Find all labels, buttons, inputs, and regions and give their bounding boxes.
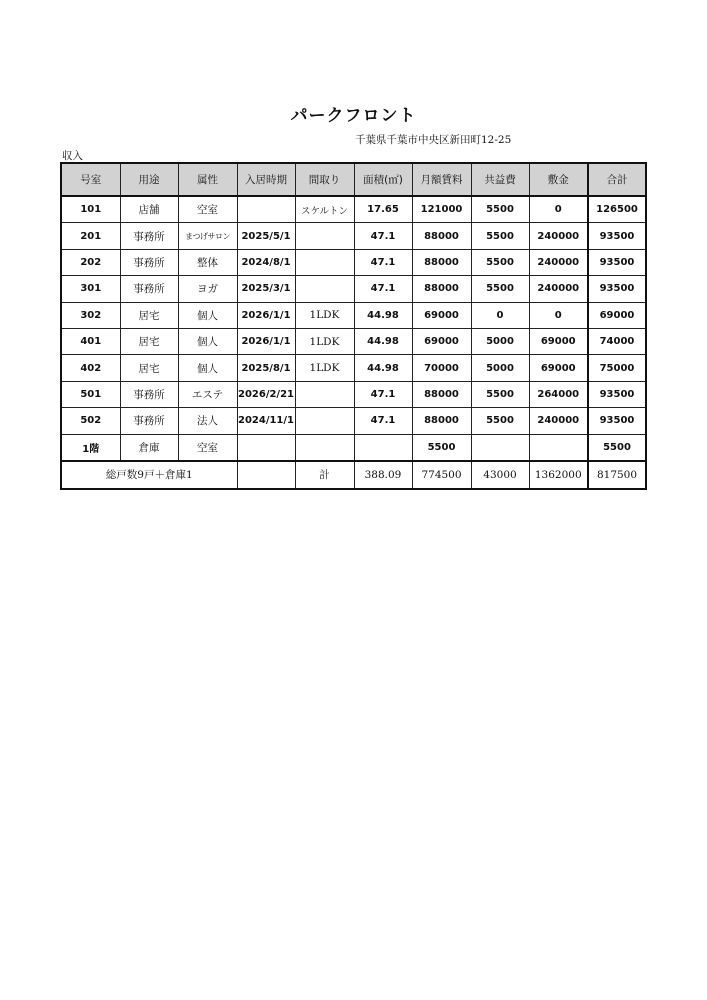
cell-area: 44.98 <box>354 328 412 354</box>
cell-room: 501 <box>61 381 120 407</box>
cell-layout <box>295 434 354 461</box>
cell-attribute: 個人 <box>178 328 237 354</box>
document-title: パークフロント <box>290 106 417 126</box>
cell-total: 93500 <box>588 408 646 434</box>
cell-common-fee: 0 <box>471 302 529 328</box>
cell-area: 47.1 <box>354 276 412 302</box>
cell-room: 502 <box>61 408 120 434</box>
cell-move-in: 2025/5/1 <box>237 223 295 249</box>
cell-layout: 1LDK <box>295 302 354 328</box>
cell-deposit: 264000 <box>529 381 588 407</box>
table-row <box>61 223 646 249</box>
cell-area: 47.1 <box>354 408 412 434</box>
cell-rent: 88000 <box>412 249 471 275</box>
cell-total: 93500 <box>588 276 646 302</box>
table-row <box>61 249 646 275</box>
cell-room: 101 <box>61 196 120 223</box>
cell-common-fee: 5500 <box>471 196 529 223</box>
cell-move-in: 2025/8/1 <box>237 355 295 381</box>
cell-move-in: 2024/11/1 <box>237 408 295 434</box>
cell-total: 126500 <box>588 196 646 223</box>
cell-deposit: 240000 <box>529 249 588 275</box>
cell-layout <box>295 381 354 407</box>
cell-deposit: 240000 <box>529 408 588 434</box>
cell-layout: 1LDK <box>295 355 354 381</box>
cell-room: 1階 <box>61 434 120 461</box>
cell-layout <box>295 408 354 434</box>
table-row <box>61 276 646 302</box>
cell-common-fee: 5500 <box>471 223 529 249</box>
cell-deposit: 240000 <box>529 276 588 302</box>
cell-room: 301 <box>61 276 120 302</box>
table-row <box>61 355 646 381</box>
cell-deposit: 240000 <box>529 223 588 249</box>
cell-common-fee: 5500 <box>471 408 529 434</box>
table-row <box>61 381 646 407</box>
cell-rent: 88000 <box>412 408 471 434</box>
cell-area: 47.1 <box>354 223 412 249</box>
cell-deposit: 0 <box>529 196 588 223</box>
cell-attribute: 法人 <box>178 408 237 434</box>
header-deposit: 敷金 <box>529 163 588 196</box>
cell-common-fee <box>471 434 529 461</box>
cell-layout: スケルトン <box>295 196 354 223</box>
cell-total: 74000 <box>588 328 646 354</box>
header-row <box>61 163 646 196</box>
cell-move-in <box>237 196 295 223</box>
cell-total: 93500 <box>588 223 646 249</box>
cell-total: 93500 <box>588 381 646 407</box>
cell-usage: 事務所 <box>120 223 178 249</box>
cell-usage: 店舗 <box>120 196 178 223</box>
cell-attribute: 整体 <box>178 249 237 275</box>
cell-move-in: 2026/1/1 <box>237 328 295 354</box>
cell-move-in: 2024/8/1 <box>237 249 295 275</box>
total-common-fee: 43000 <box>471 461 529 489</box>
cell-usage: 事務所 <box>120 381 178 407</box>
cell-total: 93500 <box>588 249 646 275</box>
cell-common-fee: 5500 <box>471 381 529 407</box>
cell-rent: 121000 <box>412 196 471 223</box>
cell-attribute: 個人 <box>178 355 237 381</box>
cell-usage: 倉庫 <box>120 434 178 461</box>
section-label: 収入 <box>62 150 83 162</box>
cell-move-in: 2025/3/1 <box>237 276 295 302</box>
income-table <box>60 162 647 490</box>
cell-rent: 5500 <box>412 434 471 461</box>
header-room: 号室 <box>61 163 120 196</box>
cell-room: 302 <box>61 302 120 328</box>
total-rent: 774500 <box>412 461 471 489</box>
grand-total: 817500 <box>588 461 646 489</box>
cell-usage: 居宅 <box>120 328 178 354</box>
cell-area <box>354 434 412 461</box>
cell-usage: 居宅 <box>120 355 178 381</box>
header-rent: 月額賃料 <box>412 163 471 196</box>
header-area: 面積(㎡) <box>354 163 412 196</box>
table-row <box>61 408 646 434</box>
cell-rent: 88000 <box>412 223 471 249</box>
cell-room: 402 <box>61 355 120 381</box>
cell-common-fee: 5500 <box>471 276 529 302</box>
header-move-in: 入居時期 <box>237 163 295 196</box>
cell-area: 47.1 <box>354 249 412 275</box>
cell-total: 75000 <box>588 355 646 381</box>
cell-area: 44.98 <box>354 355 412 381</box>
cell-rent: 70000 <box>412 355 471 381</box>
property-address: 千葉県千葉市中央区新田町12-25 <box>355 134 512 146</box>
cell-area: 44.98 <box>354 302 412 328</box>
header-attribute: 属性 <box>178 163 237 196</box>
cell-attribute: まつげサロン <box>178 223 237 249</box>
header-layout: 間取り <box>295 163 354 196</box>
cell-common-fee: 5000 <box>471 355 529 381</box>
cell-layout <box>295 249 354 275</box>
cell-attribute: エステ <box>178 381 237 407</box>
cell-deposit: 0 <box>529 302 588 328</box>
cell-move-in <box>237 434 295 461</box>
table-row <box>61 328 646 354</box>
cell-attribute: ヨガ <box>178 276 237 302</box>
cell-usage: 事務所 <box>120 249 178 275</box>
header-usage: 用途 <box>120 163 178 196</box>
cell-deposit <box>529 434 588 461</box>
total-area: 388.09 <box>354 461 412 489</box>
cell-deposit: 69000 <box>529 355 588 381</box>
total-deposit: 1362000 <box>529 461 588 489</box>
table-row <box>61 302 646 328</box>
table-row <box>61 434 646 461</box>
cell-room: 202 <box>61 249 120 275</box>
cell-room: 201 <box>61 223 120 249</box>
cell-area: 47.1 <box>354 381 412 407</box>
header-total: 合計 <box>588 163 646 196</box>
cell-rent: 88000 <box>412 276 471 302</box>
cell-rent: 69000 <box>412 328 471 354</box>
cell-attribute: 個人 <box>178 302 237 328</box>
cell-total: 69000 <box>588 302 646 328</box>
cell-move-in: 2026/1/1 <box>237 302 295 328</box>
cell-move-in: 2026/2/21 <box>237 381 295 407</box>
cell-layout <box>295 276 354 302</box>
cell-rent: 69000 <box>412 302 471 328</box>
cell-usage: 事務所 <box>120 408 178 434</box>
cell-area: 17.65 <box>354 196 412 223</box>
cell-total: 5500 <box>588 434 646 461</box>
cell-attribute: 空室 <box>178 196 237 223</box>
cell-common-fee: 5000 <box>471 328 529 354</box>
header-common-fee: 共益費 <box>471 163 529 196</box>
total-move-in <box>237 461 295 489</box>
cell-room: 401 <box>61 328 120 354</box>
cell-common-fee: 5500 <box>471 249 529 275</box>
cell-usage: 事務所 <box>120 276 178 302</box>
cell-attribute: 空室 <box>178 434 237 461</box>
totals-row <box>61 461 646 489</box>
total-label: 計 <box>295 461 354 489</box>
cell-rent: 88000 <box>412 381 471 407</box>
cell-layout: 1LDK <box>295 328 354 354</box>
table-row <box>61 196 646 223</box>
cell-layout <box>295 223 354 249</box>
total-summary: 総戸数9戸＋倉庫1 <box>61 461 237 489</box>
cell-usage: 居宅 <box>120 302 178 328</box>
cell-deposit: 69000 <box>529 328 588 354</box>
